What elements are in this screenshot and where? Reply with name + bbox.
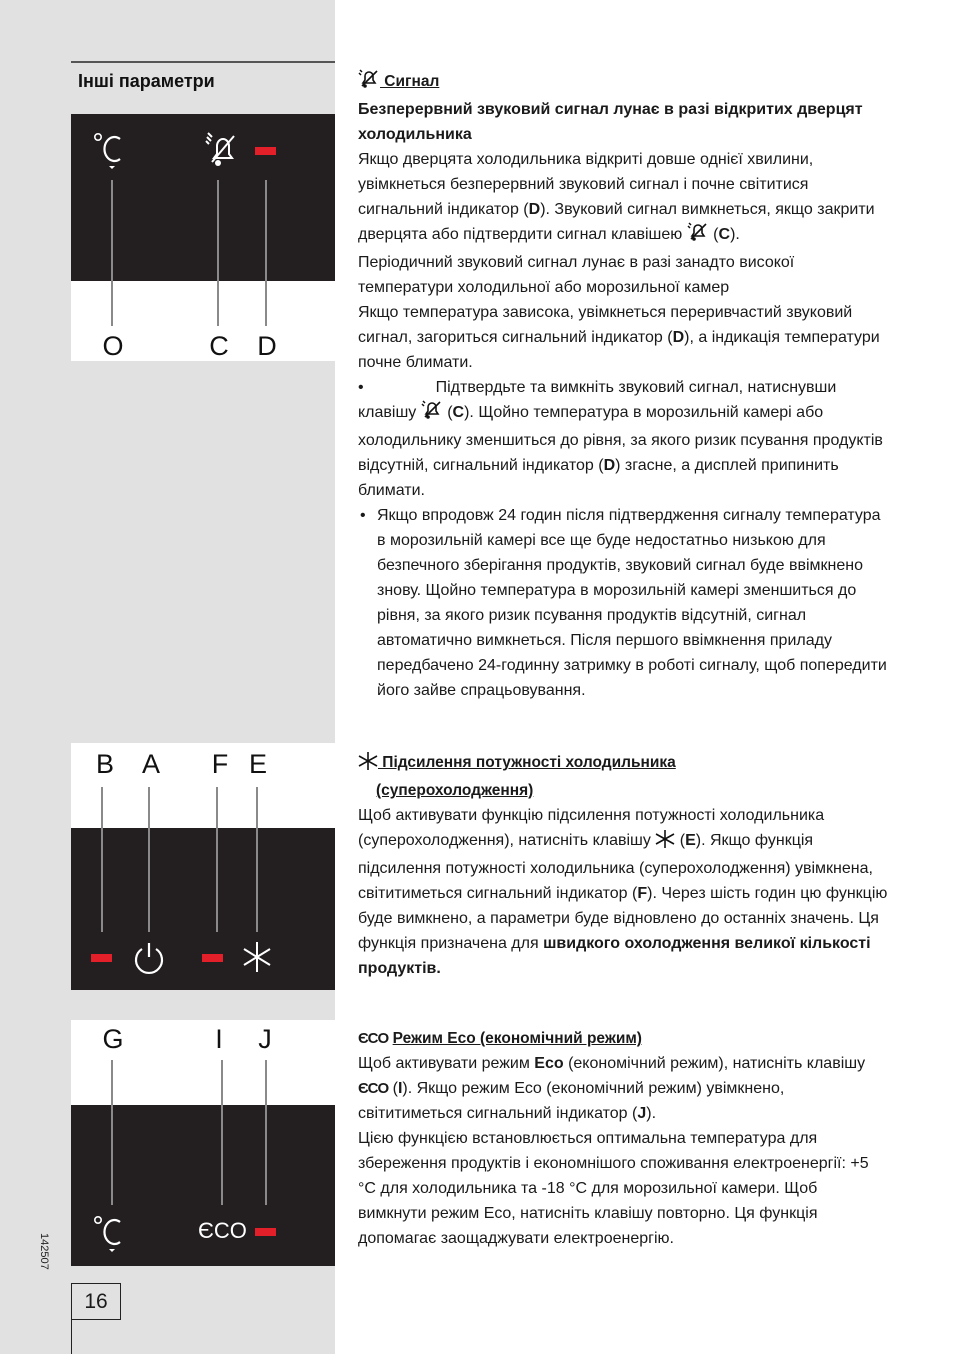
power-icon [132, 941, 166, 980]
leader-line-i [221, 1060, 223, 1205]
indicator-d [255, 147, 276, 155]
page-number: 16 [71, 1283, 121, 1320]
panel-display [71, 828, 335, 990]
leader-line-f [216, 787, 218, 932]
signal-paragraph-3: Якщо температура зависока, увімкнеться переривчастий звуковий сигнал, загориться сигнальний індикатор (D), а індикація температури почне блимати. [358, 304, 880, 371]
leader-line-a [148, 787, 150, 932]
snowflake-icon [358, 752, 378, 778]
eco-section [358, 1026, 888, 1251]
alarm-off-icon [687, 222, 709, 250]
eco-icon: ЄCO [198, 1218, 247, 1243]
label-j: J [258, 1024, 272, 1054]
signal-bullet-1: • Підтвердьте та вимкніть звуковий сигнал, натиснувши клавішу (C). Щойно температура в морозильній камері або холодильнику зменшиться до рівня, за якого ризик псування продуктів відсутній, сигнальний індикатор (D) згасне, а дисплей припинить блимати. [358, 379, 883, 499]
label-e: E [248, 749, 268, 779]
eco-title: Режим Eco (економічний режим) [392, 1030, 642, 1047]
leader-line-b [101, 787, 103, 932]
eco-icon: ЄCO [358, 1080, 389, 1097]
label-d: D [257, 331, 277, 361]
alarm-off-icon [204, 130, 240, 175]
signal-paragraph-2: Періодичний звуковий сигнал лунає в разі занадто високої температури холодильної або морозильної камер [358, 254, 795, 296]
eco-paragraph-1: Щоб активувати режим Eco (економічний режим), натисніть клавішу ЄCO (I). Якщо режим Eco (економічний режим) увімкнено, світитиметься сигнальний індикатор (J). [358, 1055, 866, 1122]
label-c: C [209, 331, 229, 361]
snowflake-icon [242, 941, 272, 978]
section-heading: Інші параметри [78, 71, 215, 91]
document-id: 142507 [38, 1233, 50, 1270]
leader-line-d [265, 180, 267, 326]
leader-line-j [265, 1060, 267, 1205]
supercool-title: Підсилення потужності холодильника [378, 754, 676, 771]
label-o: O [102, 331, 124, 361]
supercool-paragraph: Щоб активувати функцію підсилення потужності холодильника (суперохолодження), натисніть клавішу (E). Якщо функція підсилення потужності холодильника (суперохолодження) увімкнена, світитиметься сигнальний індикатор (F). Через шість годин цю функцію буде вимкнено, а параметри буде відновлено до останніх значень. Ця функція призначена для швидкого охолодження великої кількості продуктів. [358, 807, 888, 977]
label-i: I [215, 1024, 223, 1054]
leader-line-o [111, 180, 113, 326]
supercool-section: Підсилення потужності холодильника (суперохолодження) Щоб активувати функцію підсилення потужності холодильника (суперохолодження), натисніть клавішу (E). Якщо функція підсилення потужності холодильника (суперохолодження) увімкнена, світитиметься сигнальний індикатор (F). Через шість годин цю функцію буде вимкнено, а параметри буде відновлено до останніх значень. Ця функція призначена для швидкого охолодження великої кількості продуктів. [358, 750, 888, 981]
alarm-off-icon [358, 69, 380, 97]
temperature-icon [92, 1213, 126, 1260]
page-number-line [71, 1319, 72, 1354]
label-a: A [141, 749, 161, 779]
indicator-b [91, 954, 112, 962]
signal-paragraph-1: Якщо дверцята холодильника відкриті довше однієї хвилини, увімкнеться безперервний звуковий сигнал і почне світитися сигнальний індикатор (D). Звуковий сигнал вимкнеться, якщо закрити дверцята або підтвердити сигнал клавішею (C). [358, 147, 888, 250]
indicator-f [202, 954, 223, 962]
leader-line-e [256, 787, 258, 932]
control-panel-supercool [71, 743, 335, 990]
eco-icon: ЄCO [358, 1030, 389, 1047]
signal-title: Сигнал [380, 73, 440, 90]
snowflake-icon [655, 830, 675, 856]
leader-line-c [217, 180, 219, 326]
heading-divider [71, 61, 335, 63]
signal-section [358, 69, 888, 703]
label-f: F [211, 749, 229, 779]
control-panel-signal [71, 114, 335, 361]
eco-paragraph-2: Цією функцією встановлюється оптимальна температура для збереження продуктів і економнішого споживання електроенергії: +5 °C для холодильника та -18 °C для морозильної камери. Щоб вимкнути режим Eco, натисніть клавішу повторно. Ця функція допомагає заощаджувати електроенергію. [358, 1130, 869, 1247]
control-panel-eco [71, 1020, 335, 1266]
label-g: G [102, 1024, 124, 1054]
label-b: B [95, 749, 115, 779]
temperature-icon [92, 130, 126, 177]
alarm-off-icon [421, 400, 443, 428]
signal-subtitle: Безперервний звуковий сигнал лунає в разі відкритих дверцят холодильника [358, 101, 863, 143]
leader-line-g [111, 1060, 113, 1205]
signal-bullet-2: • Якщо впродовж 24 годин після підтвердження сигналу температура в морозильній камері все ще буде недостатньо низькою для безпечного зберігання продуктів, звуковий сигнал буде ввімкнено знову. Щойно температура в морозильній камері зменшиться до рівня, за якого ризик псування продуктів відсутній, сигнал автоматично вимкнеться. Після першого ввімкнення приладу передбачено 24-годинну затримку в роботі сигналу, щоб попередити його зайве спрацьовування. [360, 507, 887, 699]
indicator-j [255, 1228, 276, 1236]
